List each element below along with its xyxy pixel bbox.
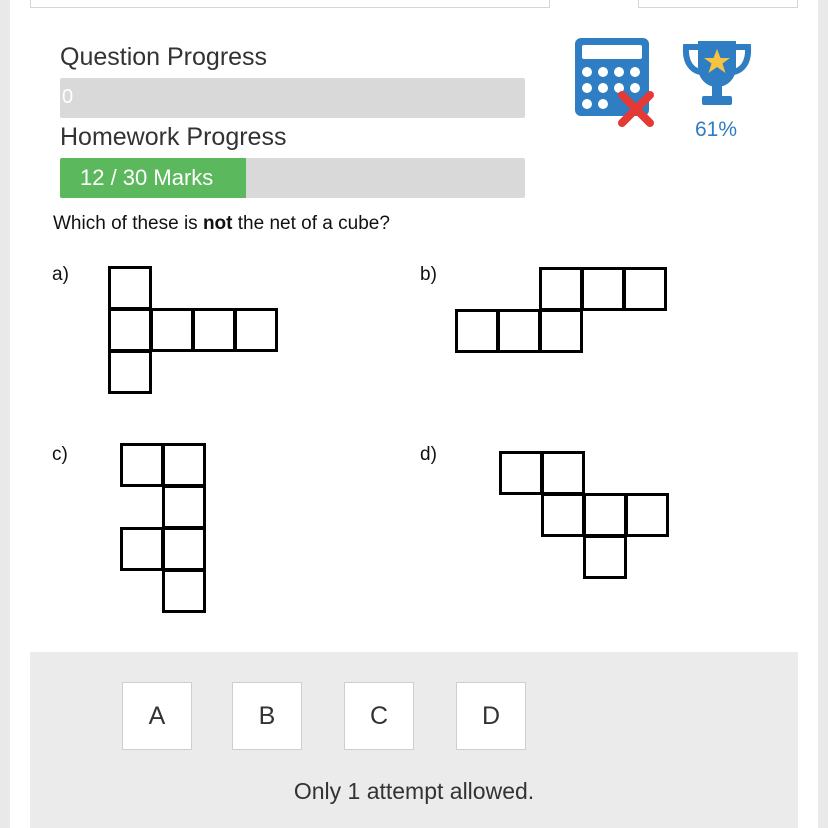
net-square [541,493,585,537]
net-square [120,443,164,487]
question-text-start: Which of these is [53,213,203,234]
question-text-emphasis: not [202,213,233,234]
net-square [108,266,152,310]
net-square [162,443,206,487]
question-text-end: the net of a cube? [232,213,390,234]
net-square [234,308,278,352]
answer-button-a[interactable]: A [122,682,192,750]
net-square [583,493,627,537]
homework-progress-label: Homework Progress [60,123,287,151]
net-square [150,308,194,352]
answer-button-c[interactable]: C [344,682,414,750]
net-square [455,309,499,353]
net-square [541,451,585,495]
homework-progress-fill [60,158,246,198]
answer-button-d[interactable]: D [456,682,526,750]
net-square [623,267,667,311]
net-square [583,535,627,579]
net-square [625,493,669,537]
question-progress-value: 0 [62,86,74,108]
attempt-note: Only 1 attempt allowed. [293,778,535,804]
question-text [53,213,390,235]
net-square [192,308,236,352]
option-c-label: c) [52,444,68,465]
trophy-icon [680,37,754,114]
top-tab-left [30,0,550,8]
option-b-label: b) [420,264,437,285]
question-progress-label: Question Progress [60,43,268,71]
net-square [539,267,583,311]
net-square [497,309,541,353]
net-square [108,350,152,394]
net-square [120,527,164,571]
net-square [162,485,206,529]
answer-button-b[interactable]: B [232,682,302,750]
net-square [162,527,206,571]
net-square [499,451,543,495]
net-square [539,309,583,353]
option-d-label: d) [420,444,437,465]
question-progress-bar [60,78,525,118]
homework-progress-value: 12 / 30 Marks [80,165,214,190]
calculator-not-allowed-icon [574,37,658,134]
net-square [162,569,206,613]
top-tab-right [638,0,798,8]
net-square [108,308,152,352]
answer-panel [30,652,798,828]
score-percent: 61% [694,118,738,141]
homework-progress-bar [60,158,525,198]
net-square [581,267,625,311]
option-a-label: a) [52,264,69,285]
